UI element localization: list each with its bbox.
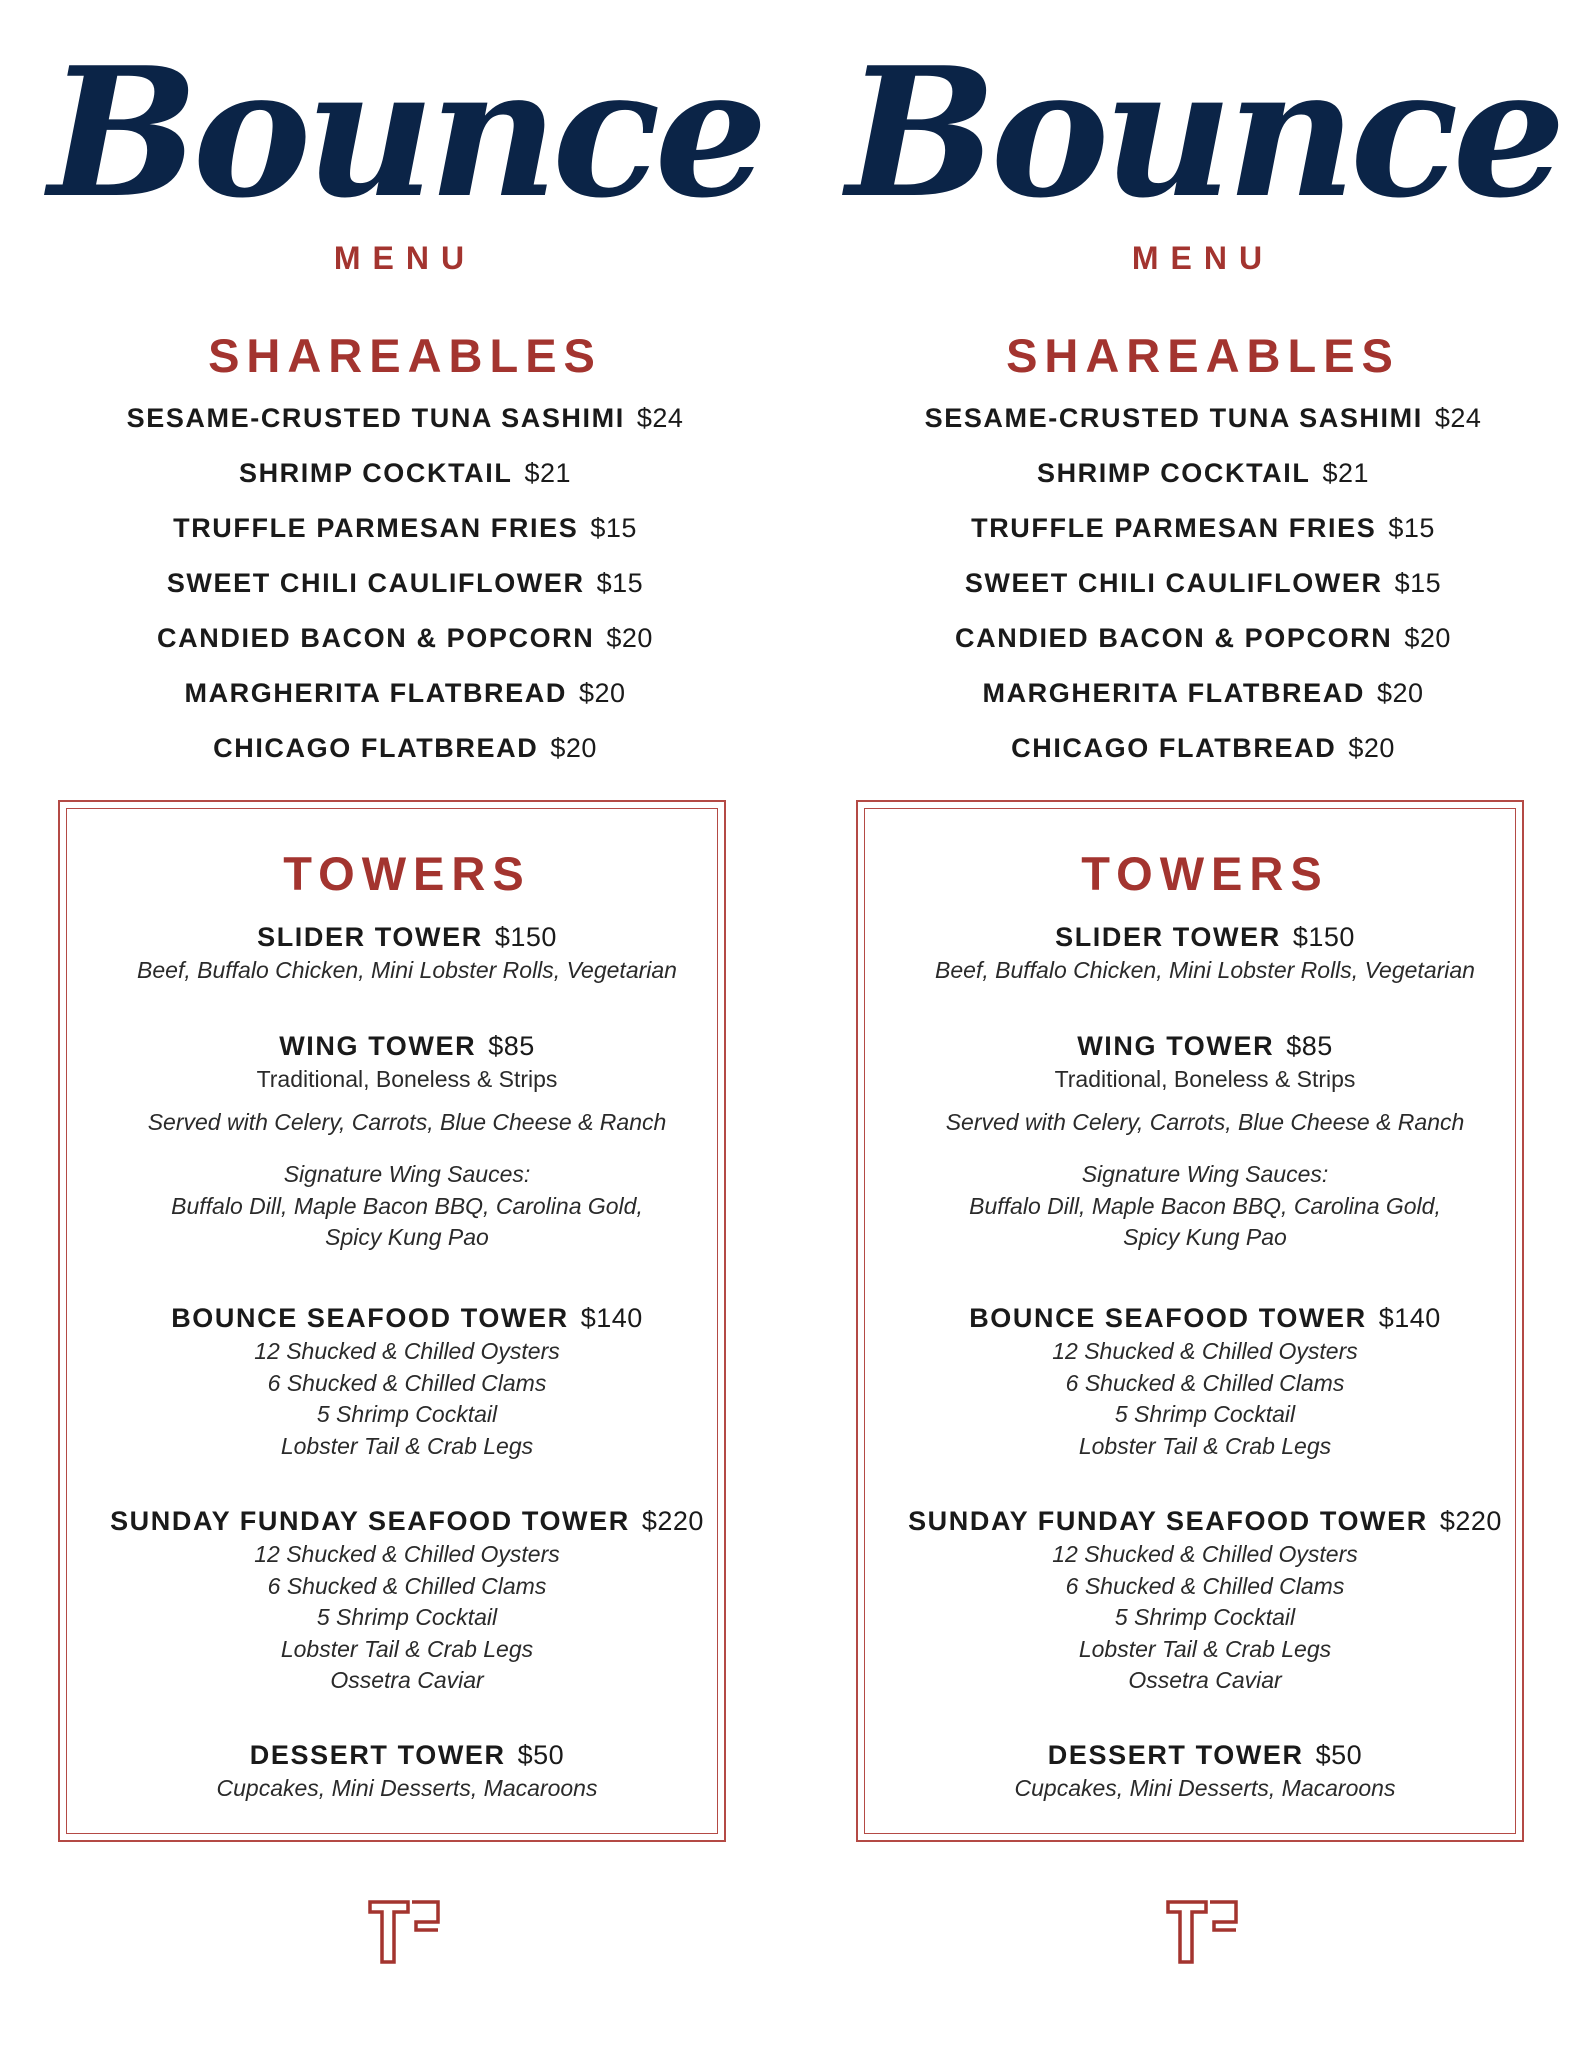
shareables-title: SHAREABLES [208, 329, 602, 382]
tower-heading [12, 1737, 802, 1773]
item-price: $220 [1439, 1506, 1502, 1536]
tower-line: 6 Shucked & Chilled Clams [1065, 1572, 1345, 1599]
item-price: $20 [1404, 623, 1451, 653]
wing-sauces: Buffalo Dill, Maple Bacon BBQ, Carolina Gold, [171, 1192, 643, 1219]
tower-heading [810, 1300, 1594, 1336]
item-name: SUNDAY FUNDAY SEAFOOD TOWER [908, 1506, 1428, 1536]
tower-line: 5 Shrimp Cocktail [316, 1401, 498, 1427]
shareables-title: SHAREABLES [1006, 329, 1400, 382]
tower-line: 12 Shucked & Chilled Oysters [254, 1541, 560, 1567]
tower-line: Lobster Tail & Crab Legs [1078, 1635, 1332, 1662]
bounce-seafood-tower [12, 1300, 802, 1462]
tower-line: 5 Shrimp Cocktail [1114, 1604, 1296, 1630]
menu-label: MENU [1131, 240, 1275, 276]
bounce-logo: Bounce [846, 28, 1560, 237]
menu-item [808, 561, 1594, 616]
bounce-logo: Bounce [48, 28, 762, 237]
item-name: MARGHERITA FLATBREAD [184, 678, 567, 708]
menu-panel-right [808, 0, 1594, 2068]
item-name: SWEET CHILI CAULIFLOWER [964, 568, 1383, 598]
towers-title: TOWERS [1081, 847, 1329, 900]
item-price: $15 [596, 568, 644, 598]
item-price: $21 [1322, 458, 1370, 488]
tower-heading [810, 1028, 1594, 1064]
shareables-list [10, 396, 800, 781]
item-name: CANDIED BACON & POPCORN [157, 623, 595, 653]
tower-description: Traditional, Boneless & Strips [1054, 1066, 1356, 1092]
item-name: SLIDER TOWER [1055, 922, 1281, 952]
menu-item [808, 726, 1594, 781]
tower-description: Beef, Buffalo Chicken, Mini Lobster Rolls, Vegetarian [935, 957, 1475, 983]
tower-line: Ossetra Caviar [1128, 1667, 1282, 1693]
item-price: $20 [606, 623, 653, 653]
menu-item [10, 506, 800, 561]
sunday-funday-seafood-tower [12, 1503, 802, 1697]
item-name: TRUFFLE PARMESAN FRIES [971, 513, 1377, 543]
dessert-tower [810, 1737, 1594, 1805]
item-name: SHRIMP COCKTAIL [1036, 458, 1311, 488]
wing-tower [12, 1028, 802, 1254]
tower-heading [12, 1028, 802, 1064]
tower-heading [12, 1300, 802, 1336]
towers-frame [58, 800, 726, 1842]
item-price: $50 [1315, 1740, 1363, 1770]
tower-line: 12 Shucked & Chilled Oysters [1052, 1541, 1358, 1567]
item-name: CHICAGO FLATBREAD [213, 733, 539, 763]
tower-served-with: Served with Celery, Carrots, Blue Cheese & Ranch [945, 1108, 1465, 1135]
menu-item [10, 616, 800, 671]
slider-tower [810, 919, 1594, 987]
tower-description: Cupcakes, Mini Desserts, Macaroons [216, 1775, 598, 1801]
item-name: TRUFFLE PARMESAN FRIES [173, 513, 579, 543]
menu-item [10, 451, 800, 506]
tower-heading [810, 1737, 1594, 1773]
slider-tower [12, 919, 802, 987]
wing-sauces-label: Signature Wing Sauces: [1081, 1161, 1329, 1187]
tower-description: Cupcakes, Mini Desserts, Macaroons [1014, 1775, 1396, 1801]
item-price: $21 [524, 458, 572, 488]
item-name: SLIDER TOWER [257, 922, 483, 952]
wing-sauces: Spicy Kung Pao [325, 1224, 489, 1250]
tower-line: 5 Shrimp Cocktail [1114, 1401, 1296, 1427]
item-price: $20 [550, 733, 597, 763]
menu-panel-left [10, 0, 800, 2068]
item-name: WING TOWER [1077, 1031, 1275, 1061]
tower-line: Lobster Tail & Crab Legs [280, 1635, 534, 1662]
sunday-funday-seafood-tower [810, 1503, 1594, 1697]
tower-served-with: Served with Celery, Carrots, Blue Cheese & Ranch [147, 1108, 667, 1135]
item-price: $20 [1376, 678, 1424, 708]
wing-sauces: Buffalo Dill, Maple Bacon BBQ, Carolina Gold, [969, 1192, 1441, 1219]
tower-line: 6 Shucked & Chilled Clams [267, 1369, 547, 1396]
menu-item [808, 671, 1594, 726]
t-monogram-icon [368, 1900, 442, 1966]
wing-sauces: Spicy Kung Pao [1123, 1224, 1287, 1250]
item-price: $15 [1394, 568, 1442, 598]
tower-heading [12, 1503, 802, 1539]
item-name: DESSERT TOWER [1047, 1740, 1304, 1770]
shareables-list [808, 396, 1594, 781]
item-price: $85 [1286, 1031, 1333, 1061]
menu-item [808, 506, 1594, 561]
item-price: $50 [517, 1740, 565, 1770]
item-price: $20 [578, 678, 626, 708]
tower-description: Traditional, Boneless & Strips [256, 1066, 558, 1092]
item-name: BOUNCE SEAFOOD TOWER [171, 1303, 569, 1333]
tower-line: 12 Shucked & Chilled Oysters [1052, 1338, 1358, 1364]
item-name: SESAME-CRUSTED TUNA SASHIMI [126, 403, 625, 433]
towers-title: TOWERS [283, 847, 531, 900]
tower-line: 6 Shucked & Chilled Clams [267, 1572, 547, 1599]
towers-content [12, 802, 802, 1844]
item-name: WING TOWER [279, 1031, 477, 1061]
tower-heading [810, 919, 1594, 955]
item-name: SESAME-CRUSTED TUNA SASHIMI [924, 403, 1423, 433]
item-price: $85 [488, 1031, 535, 1061]
item-name: MARGHERITA FLATBREAD [982, 678, 1365, 708]
tower-line: Lobster Tail & Crab Legs [1078, 1432, 1332, 1459]
item-price: $150 [494, 922, 557, 952]
menu-item [10, 396, 800, 451]
item-name: DESSERT TOWER [249, 1740, 506, 1770]
menu-label: MENU [333, 240, 477, 276]
wing-tower [810, 1028, 1594, 1254]
tower-line: 6 Shucked & Chilled Clams [1065, 1369, 1345, 1396]
tower-heading [810, 1503, 1594, 1539]
dessert-tower [12, 1737, 802, 1805]
t-monogram-icon [1166, 1900, 1240, 1966]
wing-sauces-label: Signature Wing Sauces: [283, 1161, 531, 1187]
tower-heading [12, 919, 802, 955]
tower-line: Ossetra Caviar [330, 1667, 484, 1693]
item-price: $220 [641, 1506, 704, 1536]
item-price: $24 [1434, 403, 1482, 433]
towers-content [810, 802, 1594, 1844]
tower-line: Lobster Tail & Crab Legs [280, 1432, 534, 1459]
item-price: $15 [1388, 513, 1435, 543]
menu-item [10, 671, 800, 726]
item-name: SWEET CHILI CAULIFLOWER [166, 568, 585, 598]
bounce-seafood-tower [810, 1300, 1594, 1462]
item-name: CANDIED BACON & POPCORN [955, 623, 1393, 653]
menu-item [10, 561, 800, 616]
item-name: SUNDAY FUNDAY SEAFOOD TOWER [110, 1506, 630, 1536]
item-price: $150 [1292, 922, 1355, 952]
item-price: $24 [636, 403, 684, 433]
item-name: SHRIMP COCKTAIL [238, 458, 513, 488]
item-name: CHICAGO FLATBREAD [1011, 733, 1337, 763]
item-price: $140 [580, 1303, 643, 1333]
tower-description: Beef, Buffalo Chicken, Mini Lobster Rolls, Vegetarian [137, 957, 677, 983]
towers-frame [856, 800, 1524, 1842]
tower-line: 12 Shucked & Chilled Oysters [254, 1338, 560, 1364]
menu-item [808, 616, 1594, 671]
item-price: $15 [590, 513, 637, 543]
menu-item [10, 726, 800, 781]
menu-item [808, 451, 1594, 506]
item-name: BOUNCE SEAFOOD TOWER [969, 1303, 1367, 1333]
tower-line: 5 Shrimp Cocktail [316, 1604, 498, 1630]
item-price: $140 [1378, 1303, 1441, 1333]
menu-item [808, 396, 1594, 451]
item-price: $20 [1348, 733, 1395, 763]
